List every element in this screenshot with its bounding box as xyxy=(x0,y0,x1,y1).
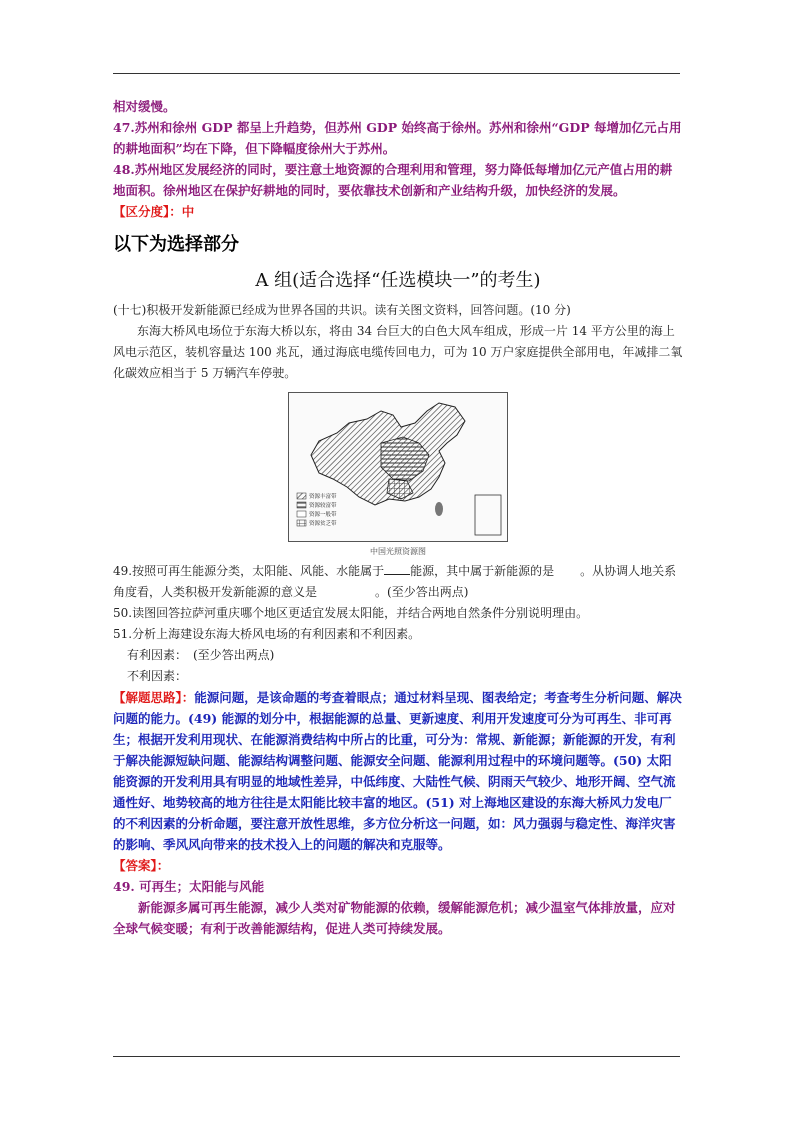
solar-resource-map-figure xyxy=(288,392,508,557)
analysis-label: 【解题思路】： xyxy=(113,690,195,705)
legend-fair: 资源较富带 xyxy=(309,503,337,509)
q49-part-a: 49.按照可再生能源分类，太阳能、风能、水能属于 xyxy=(113,564,385,578)
difficulty-line xyxy=(113,201,683,222)
legend-general: 资源一般带 xyxy=(309,512,337,518)
q49-blank-1 xyxy=(384,563,410,575)
answer-49-detail: 新能源多属可再生能源，减少人类对矿物能源的依赖，缓解能源危机；减少温室气体排放量，应对全球气候变暖；有利于改善能源结构，促进人类可持续发展。 xyxy=(113,900,676,936)
difficulty-label: 【区分度】： xyxy=(113,204,182,219)
china-map-illustration xyxy=(289,393,507,541)
answer-49: 49. 可再生；太阳能与风能 xyxy=(113,879,265,894)
section-title: 以下为选择部分 xyxy=(113,234,239,255)
analysis-text: 能源问题，是该命题的考查着眼点；通过材料呈现、图表给定；考查考生分析问题、解决问题的能力。(49) 能源的划分中，根据能源的总量、更新速度、利用开发速度可分为可再生、非可再生；根据开发利用现状、在能源消费结构中所占的比重，可分为：常规、新能源；新能源的开发，有利于解决能源短缺问题、能源结构调整问题、能源安全问题、能源利用过程中的环境问题等。(50) 太阳能资源的开发利用具有明显的地域性差异，中低纬度、大陆性气候、阴雨天气较少、地形开阔、空气流通性好、地势较高的地方往往是太阳能比较丰富的地区。(51) 对上海地区建设的东海大桥风力发电厂的不利因素的分析命题，要注意开放性思维，多方位分析这一问题，如：风力强弱与稳定性、海洋灾害的影响、季风风向带来的技术投入上的问题的解决和克服等。 xyxy=(113,690,682,852)
favorable-factors: 有利因素： (至少答出两点) xyxy=(127,648,275,662)
question-51: 51.分析上海建设东海大桥风电场的有利因素和不利因素。 xyxy=(113,627,421,641)
footer-rule xyxy=(113,1056,680,1057)
group-title: A 组(适合选择“任选模块一”的考生) xyxy=(255,270,541,291)
map-caption: 中国光照资源图 xyxy=(370,547,426,556)
legend-poor: 资源贫乏带 xyxy=(309,521,337,527)
document-body xyxy=(113,96,683,939)
answer-continuation: 相对缓慢。 xyxy=(113,99,176,114)
map-south-sea-inset xyxy=(475,495,501,535)
unfavorable-factors: 不利因素： xyxy=(127,669,188,683)
analysis-block xyxy=(113,687,683,855)
map-island-taiwan xyxy=(435,502,443,516)
answer-48: 48.苏州地区发展经济的同时，要注意土地资源的合理利用和管理，努力降低每增加亿元产值占用的耕地面积。徐州地区在保护好耕地的同时，要依靠技术创新和产业结构升级，加快经济的发展。 xyxy=(113,162,673,198)
china-solar-map xyxy=(288,392,508,542)
q49-part-d: 。(至少答出两点) xyxy=(375,585,469,599)
question-50: 50.读图回答拉萨河重庆哪个地区更适宜发展太阳能，并结合两地自然条件分别说明理由。 xyxy=(113,606,589,620)
question-passage: 东海大桥风电场位于东海大桥以东，将由 34 台巨大的白色大风车组成，形成一片 14 平方公里的海上风电示范区，装机容量达 100 兆瓦，通过海底电缆传回电力，可为 10 万户家庭提供全部用电，年减排二氧化碳效应相当于 5 万辆汽车停驶。 xyxy=(113,324,683,380)
answer-label: 【答案】： xyxy=(113,858,170,873)
q49-part-c: 。从协调人地关系角度看，人类积极开发新能源的意义是 xyxy=(113,564,677,599)
question-49 xyxy=(113,561,683,603)
header-rule xyxy=(113,73,680,74)
legend-rich: 资源丰富带 xyxy=(309,494,337,500)
q49-part-b: 能源，其中属于新能源的是 xyxy=(410,564,555,578)
answer-47: 47.苏州和徐州 GDP 都呈上升趋势，但苏州 GDP 始终高于徐州。苏州和徐州“GDP 每增加亿元占用的耕地面积”均在下降，但下降幅度徐州大于苏州。 xyxy=(113,120,682,156)
map-legend xyxy=(297,492,337,527)
difficulty-value: 中 xyxy=(181,204,195,219)
question-intro: (十七)积极开发新能源已经成为世界各国的共识。读有关图文资料，回答问题。(10 分) xyxy=(113,303,571,317)
